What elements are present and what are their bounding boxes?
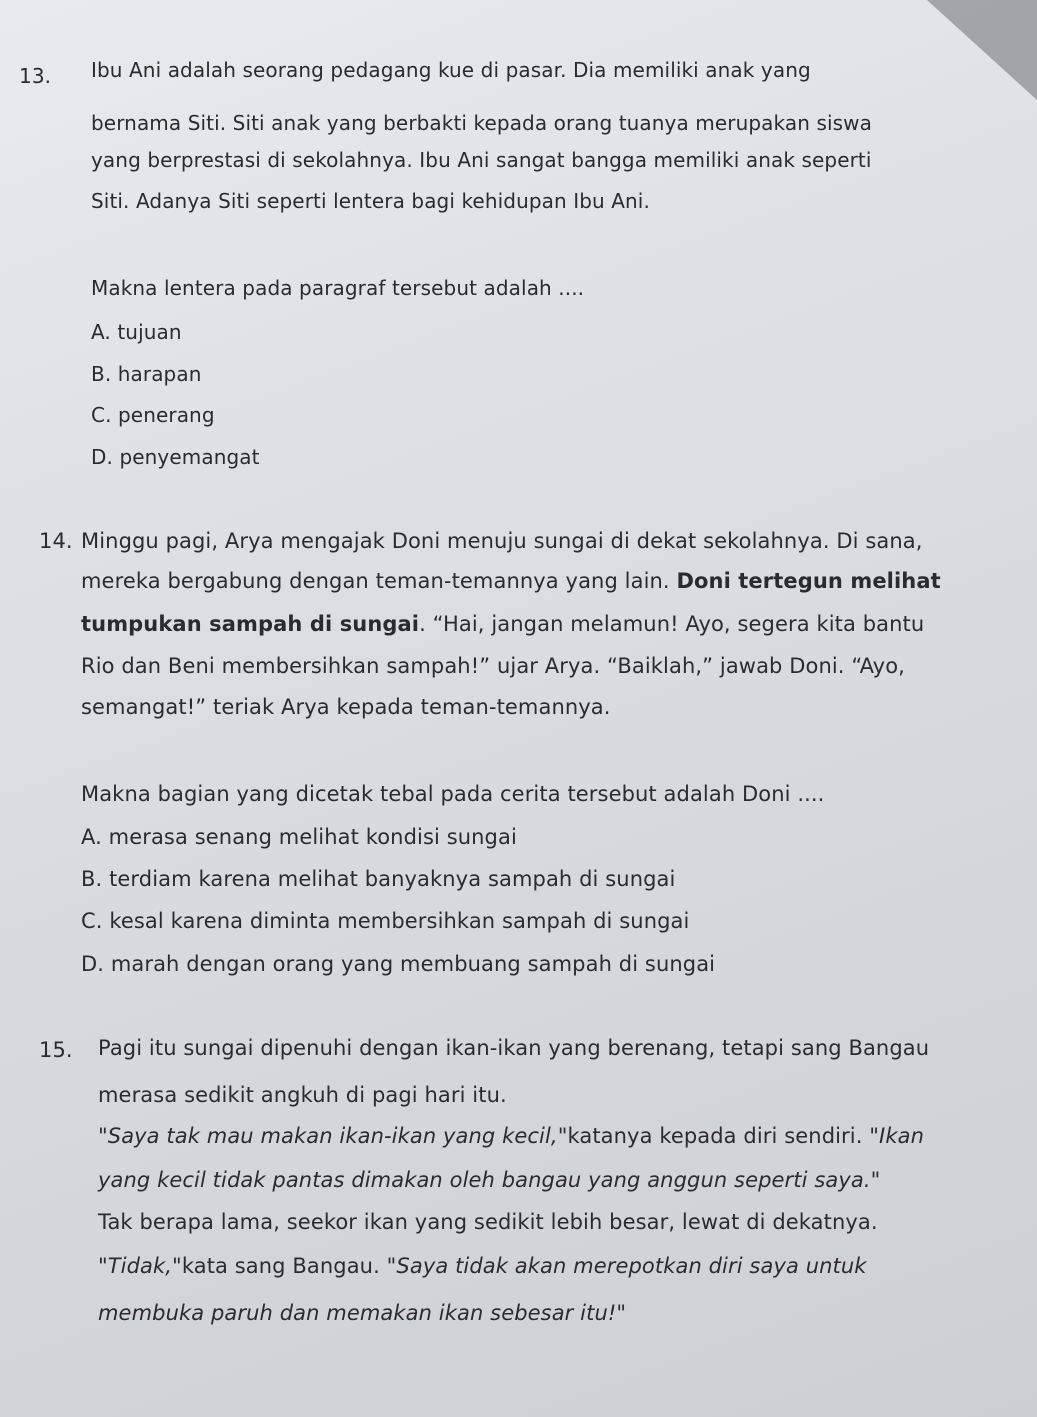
bold-text: Doni tertegun melihat <box>676 569 941 593</box>
paragraph-line: Ibu Ani adalah seorang pedagang kue di pasar. Dia memiliki anak yang <box>91 58 811 82</box>
option-c[interactable]: C. penerang <box>91 403 215 427</box>
paragraph-line: Tak berapa lama, seekor ikan yang sedikit lebih besar, lewat di dekatnya. <box>98 1210 878 1234</box>
paragraph-line: Minggu pagi, Arya mengajak Doni menuju sungai di dekat sekolahnya. Di sana, <box>81 529 923 553</box>
option-d[interactable]: D. marah dengan orang yang membuang sampah di sungai <box>81 952 716 976</box>
paragraph-line: "Tidak,"kata sang Bangau. "Saya tidak akan merepotkan diri saya untuk <box>98 1254 867 1278</box>
page-corner-fold <box>927 0 1037 100</box>
paragraph-line: Rio dan Beni membersihkan sampah!” ujar Arya. “Baiklah,” jawab Doni. “Ayo, <box>81 654 905 678</box>
paragraph-line: yang berprestasi di sekolahnya. Ibu Ani sangat bangga memiliki anak seperti <box>91 148 872 172</box>
paragraph-line: tumpukan sampah di sungai. “Hai, jangan melamun! Ayo, segera kita bantu <box>81 612 925 636</box>
paragraph-line: yang kecil tidak pantas dimakan oleh bangau yang anggun seperti saya." <box>98 1168 881 1192</box>
question-number: 15. <box>39 1038 73 1062</box>
paragraph-line: merasa sedikit angkuh di pagi hari itu. <box>98 1083 507 1107</box>
option-d[interactable]: D. penyemangat <box>91 445 260 469</box>
option-b[interactable]: B. terdiam karena melihat banyaknya sampah di sungai <box>81 867 676 891</box>
option-a[interactable]: A. tujuan <box>91 320 182 344</box>
question-prompt: Makna lentera pada paragraf tersebut adalah .... <box>91 276 585 300</box>
paragraph-line: "Saya tak mau makan ikan-ikan yang kecil,"katanya kepada diri sendiri. "Ikan <box>98 1124 924 1148</box>
bold-text: tumpukan sampah di sungai <box>81 612 420 636</box>
paragraph-line: bernama Siti. Siti anak yang berbakti kepada orang tuanya merupakan siswa <box>91 111 872 135</box>
question-number: 13. <box>19 64 52 88</box>
question-number: 14. <box>39 529 73 553</box>
paragraph-line: semangat!” teriak Arya kepada teman-temannya. <box>81 695 611 719</box>
paragraph-line: mereka bergabung dengan teman-temannya yang lain. Doni tertegun melihat <box>81 569 941 593</box>
option-c[interactable]: C. kesal karena diminta membersihkan sampah di sungai <box>81 909 690 933</box>
option-a[interactable]: A. merasa senang melihat kondisi sungai <box>81 825 517 849</box>
paragraph-line: Siti. Adanya Siti seperti lentera bagi kehidupan Ibu Ani. <box>91 189 650 213</box>
paragraph-line: Pagi itu sungai dipenuhi dengan ikan-ikan yang berenang, tetapi sang Bangau <box>98 1036 930 1060</box>
question-prompt: Makna bagian yang dicetak tebal pada cerita tersebut adalah Doni .... <box>81 782 825 806</box>
option-b[interactable]: B. harapan <box>91 362 202 386</box>
paragraph-line: membuka paruh dan memakan ikan sebesar itu!" <box>98 1301 627 1325</box>
